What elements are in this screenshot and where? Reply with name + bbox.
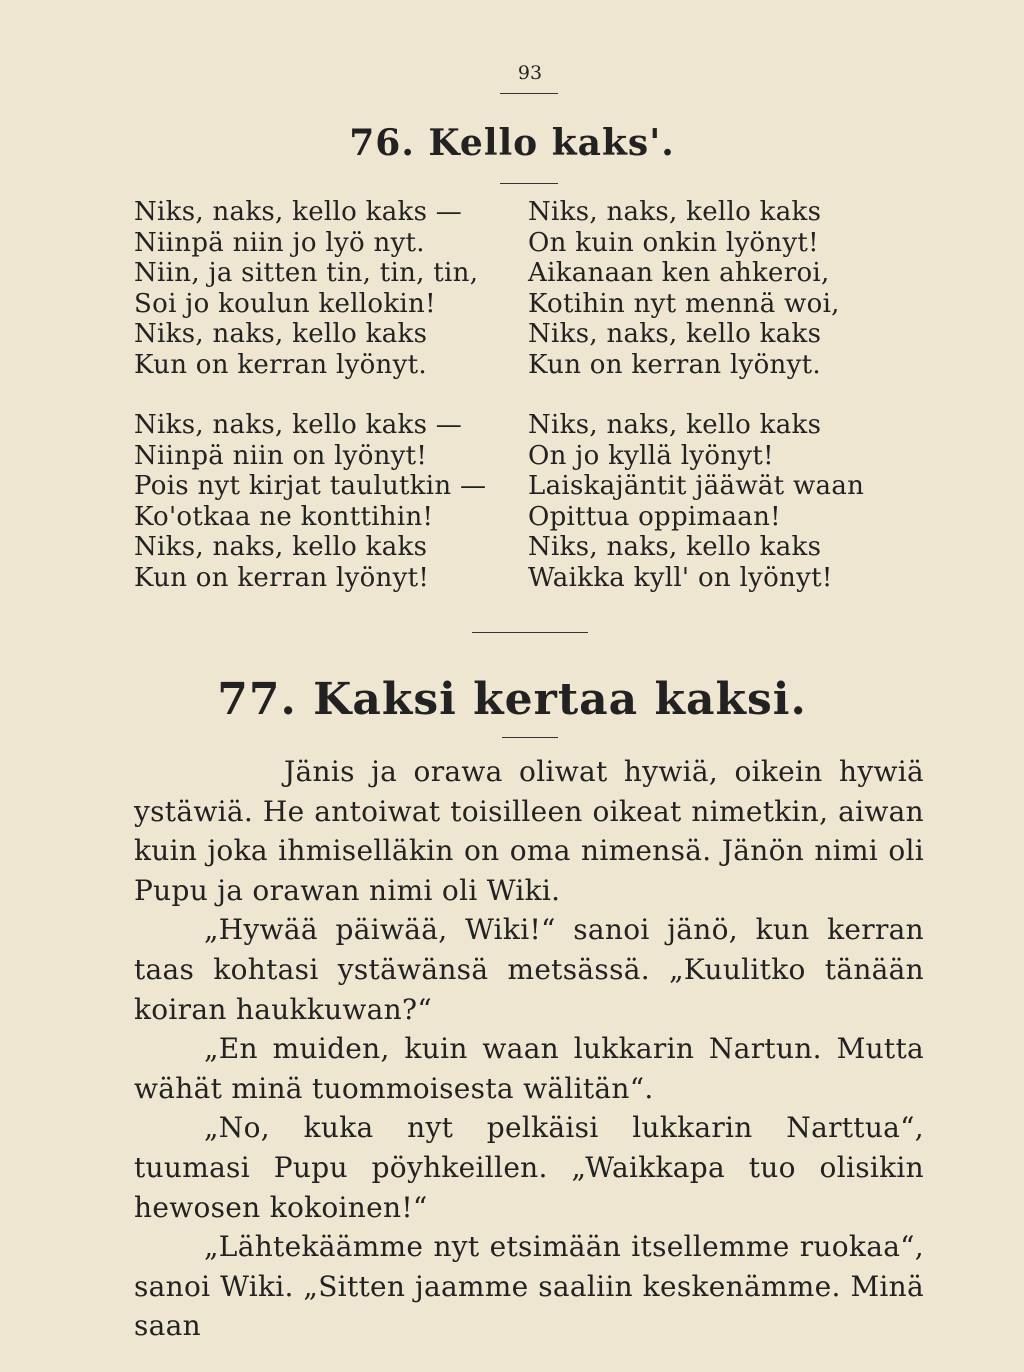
stanza-1-right [528, 197, 840, 380]
stanza-2-left [134, 410, 486, 593]
story-text [134, 752, 924, 1346]
verse-line: Opittua oppimaan! [528, 501, 781, 532]
verse-line: Niinpä niin on lyönyt! [134, 440, 428, 471]
verse-line: On jo kyllä lyönyt! [528, 440, 774, 471]
verse-line: On kuin onkin lyönyt! [528, 227, 819, 258]
verse-line: Soi jo koulun kellokin! [134, 288, 436, 319]
paragraph: Jänis ja orawa oliwat hywiä, oikein hywiä ystäwiä. He antoiwat toisilleen oikeat nimetkin, aiwan kuin joka ihmiselläkin on oma nimensä. Jänön nimi oli Pupu ja orawan nimi oli Wiki. [134, 755, 924, 907]
verse-line: Kun on kerran lyönyt. [134, 349, 427, 380]
verse-line: Kun on kerran lyönyt. [528, 349, 821, 380]
story-title-rule [502, 737, 558, 738]
poem-title: Kello kaks'. [428, 122, 675, 164]
section-divider [472, 632, 588, 633]
verse-line: Niks, naks, kello kaks [528, 319, 822, 349]
story-heading [0, 674, 1024, 725]
verse-line: Kun on kerran lyönyt! [134, 562, 430, 593]
stanza-1-left [134, 197, 478, 380]
verse-line: Niks, naks, kello kaks [528, 532, 822, 562]
verse-line: Niks, naks, kello kaks [134, 319, 428, 349]
verse-line: Pois nyt kirjat taulutkin — [134, 471, 487, 501]
verse-line: Niks, naks, kello kaks [528, 410, 822, 440]
verse-line: Niinpä niin jo lyö nyt. [134, 227, 425, 258]
page-number: 93 [517, 62, 543, 84]
paragraph: „Lähtekäämme nyt etsimään itsellemme ruokaa“, sanoi Wiki. „Sitten jaamme saaliin keskenämme. Minä saan [134, 1230, 924, 1343]
verse-line: Ko'otkaa ne konttihin! [134, 501, 434, 532]
paragraph: „No, kuka nyt pelkäisi lukkarin Narttua“, tuumasi Pupu pöyhkeillen. „Waikkapa tuo olisikin hewosen kokoinen!“ [134, 1111, 924, 1224]
verse-line: Niks, naks, kello kaks — [134, 410, 463, 440]
paragraph: „Hywää päiwää, Wiki!“ sanoi jänö, kun kerran taas kohtasi ystäwänsä metsässä. „Kuulitko tänään koiran haukkuwan?“ [134, 913, 924, 1026]
verse-line: Kotihin nyt mennä woi, [528, 288, 840, 319]
stanza-2-right [528, 410, 864, 593]
verse-line: Laiskajäntit jääwät waan [528, 471, 865, 501]
story-number: 77. [217, 674, 297, 725]
verse-line: Niin, ja sitten tin, tin, tin, [134, 258, 479, 288]
poem-title-rule [500, 183, 558, 184]
page-number-rule [500, 93, 558, 94]
verse-line: Aikanaan ken ahkeroi, [528, 258, 830, 288]
poem-heading [0, 122, 1024, 164]
verse-line: Niks, naks, kello kaks — [134, 197, 463, 227]
verse-line: Niks, naks, kello kaks [528, 197, 822, 227]
verse-line: Waikka kyll' on lyönyt! [528, 562, 833, 593]
story-title: Kaksi kertaa kaksi. [313, 674, 807, 725]
verse-line: Niks, naks, kello kaks [134, 532, 428, 562]
paragraph: „En muiden, kuin waan lukkarin Nartun. Mutta wähät minä tuommoisesta wälitän“. [134, 1032, 924, 1105]
poem-number: 76. [349, 122, 415, 164]
